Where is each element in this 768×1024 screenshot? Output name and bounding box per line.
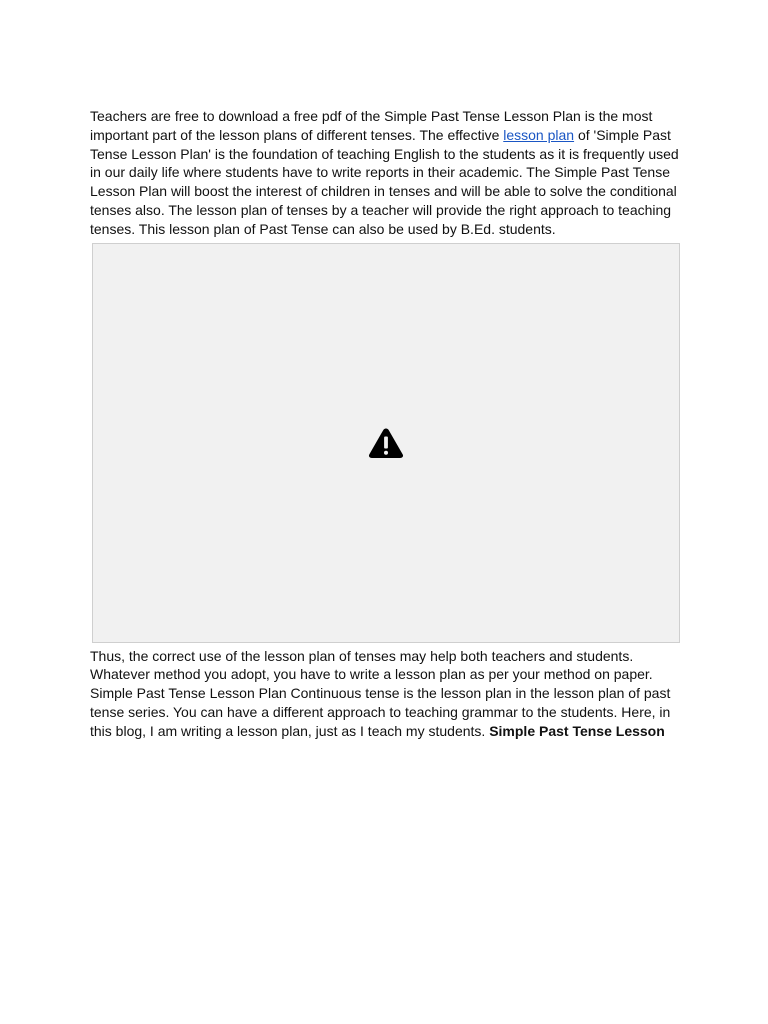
warning-icon xyxy=(368,427,404,459)
outro-paragraph xyxy=(90,647,680,741)
outro-text: Thus, the correct use of the lesson plan of tenses may help both teachers and students. Whatever method you adopt, you have to write a lesson plan as per your method on paper. Simple Past Tense Lesson Plan Continuous tense is the lesson plan in the lesson plan of past tense series. You can have a different approach to teaching grammar to the students. Here, in this blog, I am writing a lesson plan, just as I teach my students. xyxy=(90,647,671,739)
intro-text-after-link: of 'Simple Past Tense Lesson Plan' is the foundation of teaching English to the students as it is frequently used in our daily life where students have to write reports in their academic. The Simple Past Tense Lesson Plan will boost the interest of children in tenses and will be able to solve the conditional tenses also. The lesson plan of tenses by a teacher will provide the right approach to teaching tenses. This lesson plan of Past Tense can also be used by B.Ed. students. xyxy=(90,126,679,237)
outro-bold-heading: Simple Past Tense Lesson xyxy=(489,722,665,739)
intro-paragraph xyxy=(90,107,680,239)
lesson-plan-link[interactable]: lesson plan xyxy=(503,126,575,143)
broken-image-placeholder xyxy=(92,243,680,643)
document-body xyxy=(90,107,680,741)
intro-text-before-link: Teachers are free to download a free pdf of the Simple Past Tense Lesson Plan is the most important part of the lesson plans of different tenses. The effective xyxy=(90,108,653,143)
